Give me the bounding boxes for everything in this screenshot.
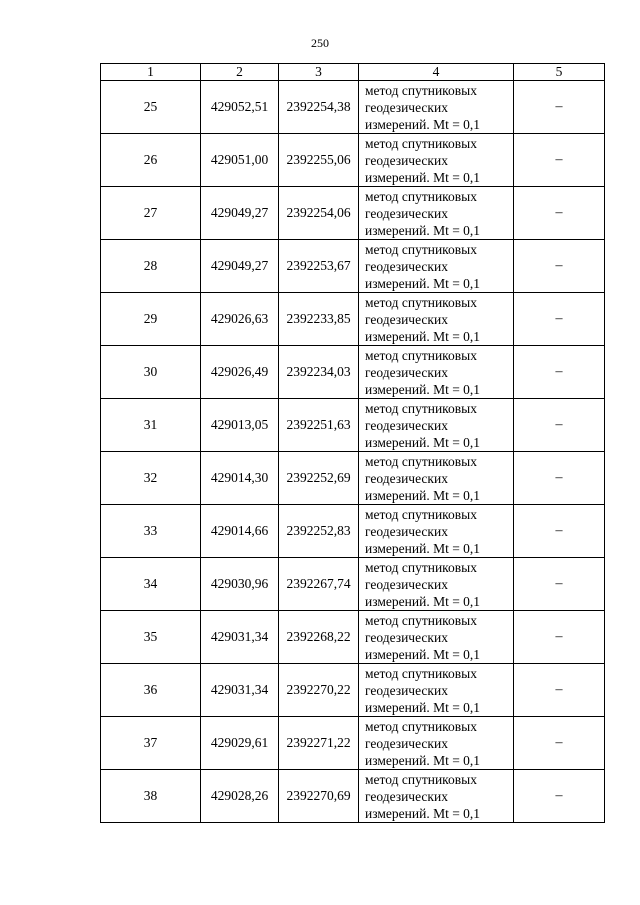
point-number-cell: 33 bbox=[101, 505, 201, 558]
method-line: метод спутниковых bbox=[365, 241, 477, 257]
method-line: метод спутниковых bbox=[365, 559, 477, 575]
note-cell: – bbox=[514, 399, 605, 452]
method-line: геодезических bbox=[365, 682, 448, 698]
method-line: метод спутниковых bbox=[365, 294, 477, 310]
note-cell: – bbox=[514, 346, 605, 399]
method-line: геодезических bbox=[365, 788, 448, 804]
method-line: геодезических bbox=[365, 417, 448, 433]
y-coordinate-cell: 2392252,83 bbox=[279, 505, 359, 558]
y-coordinate-cell: 2392252,69 bbox=[279, 452, 359, 505]
method-line: геодезических bbox=[365, 470, 448, 486]
y-coordinate-cell: 2392234,03 bbox=[279, 346, 359, 399]
point-number-cell: 26 bbox=[101, 134, 201, 187]
method-line: геодезических bbox=[365, 311, 448, 327]
table-row bbox=[101, 134, 605, 187]
note-cell: – bbox=[514, 187, 605, 240]
page-number: 250 bbox=[311, 36, 329, 50]
note-cell: – bbox=[514, 240, 605, 293]
table-row bbox=[101, 81, 605, 134]
point-number-cell: 27 bbox=[101, 187, 201, 240]
method-line: метод спутниковых bbox=[365, 347, 477, 363]
y-coordinate-cell: 2392271,22 bbox=[279, 717, 359, 770]
method-line: измерений. Mt = 0,1 bbox=[365, 646, 481, 662]
table-row bbox=[101, 505, 605, 558]
y-coordinate-cell: 2392270,69 bbox=[279, 770, 359, 823]
method-cell bbox=[359, 558, 514, 611]
y-coordinate-cell: 2392268,22 bbox=[279, 611, 359, 664]
note-cell: – bbox=[514, 505, 605, 558]
method-line: измерений. Mt = 0,1 bbox=[365, 752, 481, 768]
column-header-3: 3 bbox=[279, 64, 359, 81]
method-cell bbox=[359, 134, 514, 187]
method-line: геодезических bbox=[365, 576, 448, 592]
method-line: геодезических bbox=[365, 735, 448, 751]
method-line: метод спутниковых bbox=[365, 135, 477, 151]
column-header-4: 4 bbox=[359, 64, 514, 81]
method-line: измерений. Mt = 0,1 bbox=[365, 275, 481, 291]
table-row bbox=[101, 611, 605, 664]
table-row bbox=[101, 770, 605, 823]
method-line: метод спутниковых bbox=[365, 718, 477, 734]
method-line: геодезических bbox=[365, 629, 448, 645]
x-coordinate-cell: 429014,30 bbox=[201, 452, 279, 505]
method-line: метод спутниковых bbox=[365, 400, 477, 416]
point-number-cell: 37 bbox=[101, 717, 201, 770]
method-cell bbox=[359, 293, 514, 346]
point-number-cell: 25 bbox=[101, 81, 201, 134]
method-cell bbox=[359, 452, 514, 505]
x-coordinate-cell: 429049,27 bbox=[201, 240, 279, 293]
method-line: измерений. Mt = 0,1 bbox=[365, 434, 481, 450]
method-line: измерений. Mt = 0,1 bbox=[365, 116, 481, 132]
x-coordinate-cell: 429014,66 bbox=[201, 505, 279, 558]
point-number-cell: 35 bbox=[101, 611, 201, 664]
point-number-cell: 30 bbox=[101, 346, 201, 399]
method-line: измерений. Mt = 0,1 bbox=[365, 169, 481, 185]
method-cell bbox=[359, 187, 514, 240]
x-coordinate-cell: 429026,63 bbox=[201, 293, 279, 346]
point-number-cell: 29 bbox=[101, 293, 201, 346]
table-body bbox=[101, 81, 605, 823]
table-row bbox=[101, 717, 605, 770]
x-coordinate-cell: 429031,34 bbox=[201, 664, 279, 717]
y-coordinate-cell: 2392270,22 bbox=[279, 664, 359, 717]
table-row bbox=[101, 664, 605, 717]
method-line: измерений. Mt = 0,1 bbox=[365, 540, 481, 556]
x-coordinate-cell: 429031,34 bbox=[201, 611, 279, 664]
method-cell bbox=[359, 81, 514, 134]
method-line: геодезических bbox=[365, 99, 448, 115]
method-line: метод спутниковых bbox=[365, 188, 477, 204]
method-cell bbox=[359, 346, 514, 399]
note-cell: – bbox=[514, 664, 605, 717]
method-line: измерений. Mt = 0,1 bbox=[365, 487, 481, 503]
method-line: измерений. Mt = 0,1 bbox=[365, 222, 481, 238]
y-coordinate-cell: 2392254,06 bbox=[279, 187, 359, 240]
table-row bbox=[101, 293, 605, 346]
note-cell: – bbox=[514, 717, 605, 770]
table-row bbox=[101, 399, 605, 452]
method-line: измерений. Mt = 0,1 bbox=[365, 328, 481, 344]
method-cell bbox=[359, 770, 514, 823]
x-coordinate-cell: 429049,27 bbox=[201, 187, 279, 240]
note-cell: – bbox=[514, 134, 605, 187]
method-line: измерений. Mt = 0,1 bbox=[365, 805, 481, 821]
y-coordinate-cell: 2392233,85 bbox=[279, 293, 359, 346]
method-cell bbox=[359, 505, 514, 558]
x-coordinate-cell: 429026,49 bbox=[201, 346, 279, 399]
note-cell: – bbox=[514, 558, 605, 611]
point-number-cell: 38 bbox=[101, 770, 201, 823]
method-line: геодезических bbox=[365, 205, 448, 221]
column-header-1: 1 bbox=[101, 64, 201, 81]
x-coordinate-cell: 429013,05 bbox=[201, 399, 279, 452]
point-number-cell: 31 bbox=[101, 399, 201, 452]
method-line: метод спутниковых bbox=[365, 665, 477, 681]
y-coordinate-cell: 2392254,38 bbox=[279, 81, 359, 134]
method-line: метод спутниковых bbox=[365, 506, 477, 522]
method-line: метод спутниковых bbox=[365, 612, 477, 628]
y-coordinate-cell: 2392253,67 bbox=[279, 240, 359, 293]
method-line: геодезических bbox=[365, 258, 448, 274]
method-line: измерений. Mt = 0,1 bbox=[365, 699, 481, 715]
point-number-cell: 32 bbox=[101, 452, 201, 505]
note-cell: – bbox=[514, 452, 605, 505]
point-number-cell: 34 bbox=[101, 558, 201, 611]
method-cell bbox=[359, 399, 514, 452]
column-header-2: 2 bbox=[201, 64, 279, 81]
point-number-cell: 36 bbox=[101, 664, 201, 717]
method-line: измерений. Mt = 0,1 bbox=[365, 593, 481, 609]
method-cell bbox=[359, 717, 514, 770]
y-coordinate-cell: 2392267,74 bbox=[279, 558, 359, 611]
method-line: геодезических bbox=[365, 152, 448, 168]
table-row bbox=[101, 558, 605, 611]
x-coordinate-cell: 429051,00 bbox=[201, 134, 279, 187]
method-cell bbox=[359, 664, 514, 717]
method-cell bbox=[359, 611, 514, 664]
note-cell: – bbox=[514, 81, 605, 134]
table-row bbox=[101, 240, 605, 293]
note-cell: – bbox=[514, 293, 605, 346]
column-header-5: 5 bbox=[514, 64, 605, 81]
note-cell: – bbox=[514, 770, 605, 823]
method-line: метод спутниковых bbox=[365, 453, 477, 469]
table-row bbox=[101, 187, 605, 240]
table-row bbox=[101, 346, 605, 399]
y-coordinate-cell: 2392251,63 bbox=[279, 399, 359, 452]
method-line: метод спутниковых bbox=[365, 771, 477, 787]
x-coordinate-cell: 429030,96 bbox=[201, 558, 279, 611]
method-line: измерений. Mt = 0,1 bbox=[365, 381, 481, 397]
table-row bbox=[101, 452, 605, 505]
method-line: геодезических bbox=[365, 523, 448, 539]
x-coordinate-cell: 429052,51 bbox=[201, 81, 279, 134]
header-row bbox=[101, 64, 605, 81]
table-header bbox=[101, 64, 605, 81]
method-cell bbox=[359, 240, 514, 293]
coordinates-table bbox=[100, 63, 605, 823]
point-number-cell: 28 bbox=[101, 240, 201, 293]
method-line: геодезических bbox=[365, 364, 448, 380]
note-cell: – bbox=[514, 611, 605, 664]
y-coordinate-cell: 2392255,06 bbox=[279, 134, 359, 187]
x-coordinate-cell: 429028,26 bbox=[201, 770, 279, 823]
x-coordinate-cell: 429029,61 bbox=[201, 717, 279, 770]
method-line: метод спутниковых bbox=[365, 82, 477, 98]
